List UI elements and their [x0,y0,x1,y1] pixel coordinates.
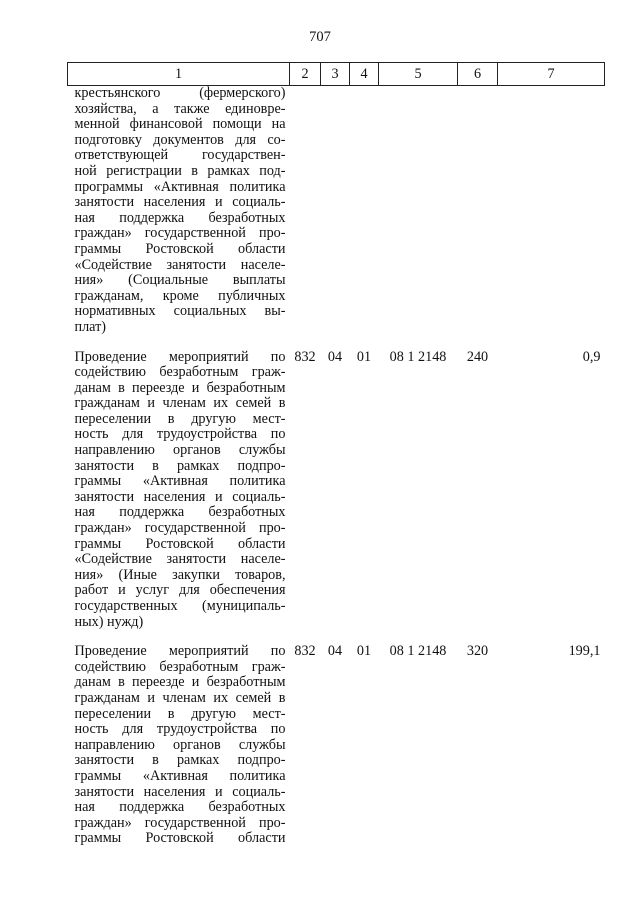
description-line: граждан» государственной про- [74,814,286,831]
description-line: ной регистрации в рамках под- [74,162,286,179]
description-line: направлению органов службы [74,442,286,459]
cell-section [321,86,350,336]
table-row [68,644,605,847]
description-line: крестьянского (фермерского) [74,85,286,101]
description-line: граммы «Активная политика [74,767,286,784]
row-description [68,350,290,631]
cell-amount: 199,1 [568,643,601,660]
description-line: занятости в рамках подпро- [74,457,286,474]
header-col-5: 5 [379,63,458,86]
description-line: данам в переезде и безработным [74,674,286,691]
description-line: граммы Ростовской области [74,830,286,847]
cell-target-article: 08 1 2148 [389,348,447,365]
description-line: занятости населения и социаль- [74,783,286,800]
description-line: граммы «Активная политика [74,473,286,490]
page-number: 707 [309,29,331,45]
description-line: нормативных социальных вы- [74,303,286,320]
description-line: гражданам, кроме публичных [74,287,286,304]
description-line: государственных (муниципаль- [74,598,286,614]
cell-ministry-code [290,86,321,336]
description-line: программы «Активная политика [74,178,286,195]
table-body [68,86,605,847]
description-line: содействию безработным граж- [74,658,286,675]
description-line: плат) [74,318,107,335]
cell-target-article: 08 1 2148 [389,643,447,660]
cell-subsection [350,86,379,336]
row-description [68,644,290,847]
description-line: граммы Ростовской области [74,535,286,552]
header-col-4: 4 [350,63,379,86]
cell-expense-type [458,86,498,336]
header-col-7: 7 [498,63,605,86]
description-line: занятости в рамках подпро- [74,752,286,769]
cell-expense-type: 320 [466,643,489,660]
description-line: ная поддержка безработных [74,504,286,521]
cell-section: 04 [327,348,343,365]
description-line: гражданам и членам их семей в [74,395,286,412]
table-row [68,86,605,336]
description-line: занятости населения и социаль- [74,488,286,505]
description-line: подготовку документов для со- [74,131,286,148]
description-line: граммы Ростовской области [74,240,286,257]
row-spacer [68,336,605,350]
budget-table [67,62,605,847]
cell-amount: 0,9 [582,348,601,365]
description-line: «Содействие занятости населе- [74,551,286,568]
description-line: ность для трудоустройства по [74,721,286,738]
description-line: ная поддержка безработных [74,209,286,226]
description-line: Проведение мероприятий по [74,643,286,660]
description-line: содействию безработным граж- [74,364,286,381]
description-line: переселении в другую мест- [74,705,286,722]
description-line: переселении в другую мест- [74,410,286,427]
description-line: граждан» государственной про- [74,225,286,242]
table-header-row [68,63,605,86]
cell-ministry-code: 832 [294,643,316,660]
cell-section: 04 [327,643,343,660]
description-line: ная поддержка безработных [74,799,286,816]
header-col-6: 6 [458,63,498,86]
description-line: граждан» государственной про- [74,520,286,537]
header-col-2: 2 [290,63,321,86]
description-line: хозяйства, а также единовре- [74,100,286,117]
description-line: менной финансовой помощи на [74,116,286,133]
description-line: ность для трудоустройства по [74,426,286,443]
cell-subsection: 01 [356,643,372,660]
description-line: «Содействие занятости населе- [74,256,286,273]
description-line: данам в переезде и безработным [74,379,286,396]
cell-amount [498,86,605,336]
description-line: гражданам и членам их семей в [74,689,286,706]
header-col-3: 3 [321,63,350,86]
description-line: Проведение мероприятий по [74,348,286,365]
cell-expense-type: 240 [466,348,489,365]
row-spacer [68,630,605,644]
cell-subsection: 01 [356,348,372,365]
row-description [68,86,290,336]
cell-ministry-code: 832 [294,348,316,365]
description-line: ния» (Иные закупки товаров, [74,566,286,583]
table-row [68,350,605,631]
description-line: занятости населения и социаль- [74,194,286,211]
description-line: ных) нужд) [74,613,144,630]
description-line: ответствующей государствен- [74,147,286,164]
table-header [68,63,605,86]
description-line: работ и услуг для обеспечения [74,582,286,599]
cell-target-article [379,86,458,336]
header-col-1: 1 [68,63,290,86]
description-line: ния» (Социальные выплаты [74,272,286,289]
description-line: направлению органов службы [74,736,286,753]
